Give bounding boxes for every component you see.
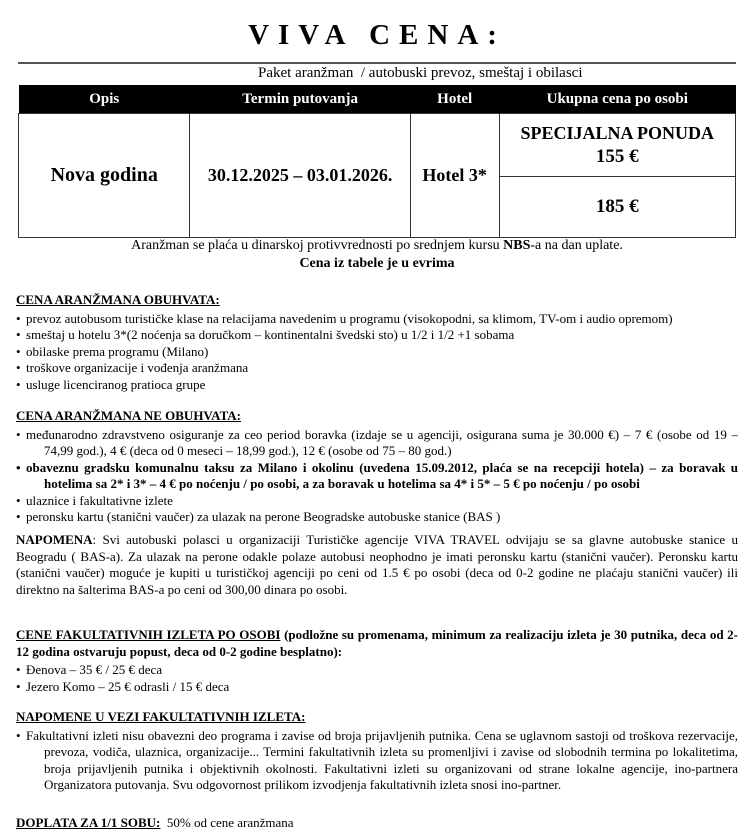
list-item [16, 377, 738, 394]
excursion-notes-section [16, 709, 738, 794]
bullet-icon: • [16, 727, 21, 743]
table-row [19, 114, 736, 177]
list-item [16, 662, 738, 679]
list-item [16, 360, 738, 377]
bullet-icon: • [16, 310, 21, 326]
excludes-section [16, 408, 738, 526]
list-item [16, 311, 738, 328]
bullet-icon: • [16, 360, 21, 375]
napomena-text: : Svi autobuski polasci u organizaciji Turističke agencije VIVA TRAVEL odvijaju se sa glavne autobuske stanice u Beogradu ( BAS-a). Za ulazak na perone odakle polaze autobusi neophodno je imati peronsku kartu (stanični vaučer). Peronsku kartu (stanični vaučer) moguće je kupiti u turističkoj agenciji po ceni od 1.5 € po osobi (deca od 0-2 godine ne plaćaju stanični vaučer) ili direktno na šalterima BAS-a po ceni od 300,00 dinara po osobi. [16, 532, 738, 597]
list-item [16, 509, 738, 526]
list-item-text: Jezero Komo – 25 € odrasli / 15 € deca [26, 678, 230, 694]
excursion-notes-list [16, 728, 738, 794]
payment-note-nbs: NBS [503, 238, 531, 253]
list-item [16, 327, 738, 344]
list-item-text: Fakultativni izleti nisu obavezni deo programa i zavise od broja prijavljenih putnika. Cena se uglavnom sastoji od troškova rezervacije, prevoza, vodiča, ulaznica, organizacije... Termini fakultativnih izleta su promenljivi i zavise od slobodnih termina po lokalitetima, broja prijavljenih putnika i objektivnih okolnosti. Fakultativni izleti su organizovani od strane lokalne agencije, ino-partnera Organizatora putovanja. Svu odgovornost prilikom izvodjenja fakultativnih izleta snosi ino-partner. [26, 727, 738, 792]
excludes-heading: CENA ARANŽMANA NE OBUHVATA: [16, 408, 241, 423]
list-item [16, 679, 738, 696]
bullet-icon: • [16, 509, 21, 524]
price-table [18, 85, 736, 238]
list-item [16, 344, 738, 361]
list-item-text: usluge licenciranog pratioca grupe [26, 376, 206, 392]
bullet-icon: • [16, 492, 21, 508]
cell-opis: Nova godina [19, 114, 190, 238]
bullet-icon: • [16, 327, 21, 342]
list-item-text: obaveznu gradsku komunalnu taksu za Milano i okolinu (uvedena 15.09.2012, plaća se na recepciji hotela) – za boravak u hotelima sa 2* i 3* – 4 € po noćenju / po osobi, a za boravak u hotelima sa 4* i 5* – 5 € po noćenju / po osobi [26, 459, 738, 491]
list-item-text: Đenova – 35 € / 25 € deca [26, 662, 163, 677]
cell-hotel: Hotel 3* [410, 114, 499, 238]
includes-section [16, 292, 738, 393]
column-header-cena: Ukupna cena po osobi [499, 85, 735, 114]
excursions-section [16, 627, 738, 695]
price-table-header [19, 85, 736, 114]
column-header-opis: Opis [19, 85, 190, 114]
excursion-notes-heading: NAPOMENE U VEZI FAKULTATIVNIH IZLETA: [16, 709, 306, 724]
payment-note [0, 237, 754, 255]
bullet-icon: • [16, 662, 21, 677]
list-item-text: prevoz autobusom turističke klase na relacijama navedenim u programu (visokopodni, sa klimom, TV-om i audio opremom) [26, 310, 673, 326]
napomena-section [16, 532, 738, 598]
includes-list [16, 311, 738, 394]
package-subtitle: Paket aranžman / autobuski prevoz, smeštaj i obilasci [258, 65, 583, 81]
list-item-text: peronsku kartu (stanični vaučer) za ulazak na perone Beogradske autobuske stanice (BAS ) [26, 509, 501, 524]
column-header-hotel: Hotel [410, 85, 499, 114]
excursions-list [16, 662, 738, 695]
excursions-subheading: (podložne su promenama, minimum za realizaciju izleta je 30 putnika, deca od 2-12 godina ostvaruju popust, deca od 0-2 godine besplatno): [16, 627, 739, 659]
currency-note: Cena iz tabele je u evrima [299, 256, 455, 271]
list-item-text: ulaznice i fakultativne izlete [26, 492, 173, 508]
cell-termin: 30.12.2025 – 03.01.2026. [190, 114, 410, 238]
bullet-icon: • [16, 459, 21, 475]
payment-note-text: Aranžman se plaća u dinarskoj protivvrednosti po srednjem kursu [131, 238, 504, 253]
cell-regular-price [499, 177, 735, 238]
bullet-icon: • [16, 343, 21, 359]
list-item [16, 728, 738, 794]
list-item-text: međunarodno zdravstveno osiguranje za ceo period boravka (izdaje se u agenciji, osigurana suma je 30.000 €) – 7 € (osobe od 19 – 74,99 god.), 4 € (deca od 0 meseci – 18,99 god.), 12 € (osobe od 75 – 80 god.) [26, 426, 738, 458]
list-item [16, 460, 738, 493]
bullet-icon: • [16, 376, 21, 392]
special-offer-label: SPECIJALNA PONUDA [520, 123, 715, 143]
cell-special-price [499, 114, 735, 177]
page-title: VIVA CENA: [248, 19, 506, 51]
bullet-icon: • [16, 678, 21, 694]
list-item-text: smeštaj u hotelu 3*(2 noćenja sa doručkom – kontinentalni švedski sto) u 1/2 i 1/2 +1 sobama [26, 327, 515, 342]
bullet-icon: • [16, 426, 21, 442]
column-header-termin: Termin putovanja [190, 85, 410, 114]
regular-price-value: 185 € [595, 196, 639, 217]
list-item [16, 427, 738, 460]
single-room-section [16, 815, 738, 832]
list-item-text: troškove organizacije i vođenja aranžmana [26, 360, 249, 375]
excursions-intro [16, 627, 738, 660]
napomena-label: NAPOMENA [16, 532, 93, 547]
special-price-value: 155 € [595, 146, 639, 167]
excursions-heading: CENE FAKULTATIVNIH IZLETA PO OSOBI [16, 627, 281, 642]
includes-heading: CENA ARANŽMANA OBUHVATA: [16, 292, 220, 307]
single-room-heading: DOPLATA ZA 1/1 SOBU: [16, 815, 161, 830]
excludes-list [16, 427, 738, 526]
list-item-text: obilaske prema programu (Milano) [26, 343, 209, 359]
single-room-text: 50% od cene aranžmana [160, 815, 294, 830]
list-item [16, 493, 738, 510]
payment-note-text-end: -a na dan uplate. [530, 238, 623, 253]
